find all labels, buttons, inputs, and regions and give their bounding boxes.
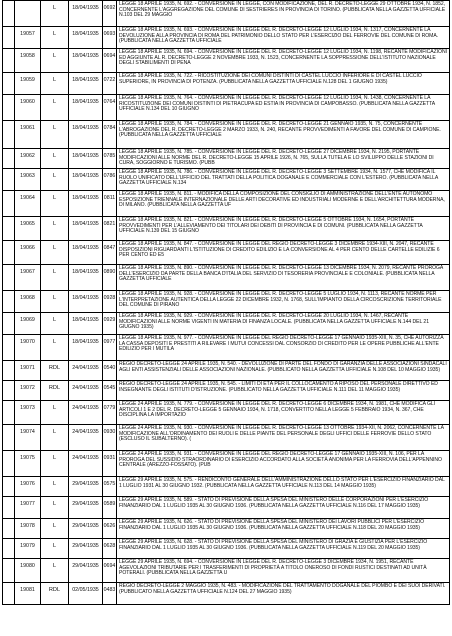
row-checkbox-cell	[3, 539, 15, 559]
act-type: L	[41, 291, 69, 313]
act-date: 18/04/1935	[69, 73, 103, 95]
act-description: LEGGE 29 APRILE 1935, N. 628. - STATO DI PREVISIONE DELLA SPESA DEL MINISTERO DI GRAZIA E GIUSTIZIA PER L'ESERCIZIO FINANZIARIO DAL 1 LUGLIO 1935 AL 30 GIUGNO 1936. (PUBBLICATA NELLA GAZZETTA UFFICIALE N.119 DEL 20 MAGGIO 1935)	[117, 539, 450, 559]
act-type: L	[41, 49, 69, 73]
row-number: 19081	[15, 583, 41, 605]
row-number: 19074	[15, 425, 41, 451]
row-checkbox-cell	[3, 121, 15, 149]
row-checkbox-cell	[3, 241, 15, 265]
act-date: 18/04/1935	[69, 191, 103, 217]
act-description: LEGGE 18 APRILE 1935, N. 785. - CONVERSIONE IN LEGGE DEL R. DECRETO-LEGGE 27 DICEMBRE 1934, N. 2195, PORTANTE MODIFICAZIONI ALLE NORME DEL R. DECRETO-LEGGE 15 APRILE 1926, N. 765, SULLA TUTELA E LO SVILUPPO DELLE STAZIONI DI CURA, SOGGIORNO E TURISMO. (PUBB	[117, 149, 450, 169]
act-description: LEGGE 18 APRILE 1935, N. 784. - CONVERSIONE IN LEGGE DEL R. DECRETO-LEGGE 21 GENNAIO 1935, N. 75, CONCERNENTE L'ABROGAZIONE DEL R. DECRETO-LEGGE 2 MARZO 1933, N. 240, RECANTE PROVVEDIMENTI A FAVORE DEL COMUNE DI CAMPIONE. (PUBBLICATA NELLA GAZZETTA UFFICIALE	[117, 121, 450, 149]
row-number: 19078	[15, 519, 41, 539]
row-number: 19060	[15, 95, 41, 121]
act-description: LEGGE 18 APRILE 1935, N. 811. - MODIFICA DELLA COMPOSIZIONE DEL CONSIGLIO DI AMMINISTRAZIONE DELL'ENTE AUTONOMO ESPOSIZIONE TRIENNALE INTERNAZIONALE DELLE ARTI DECORATIVE ED INDUSTRIALI MODERNE E DELL'ARCHITETTURA MODERNA, DI MILANO. (PUBBLICATA NELLA GAZZETTA UF	[117, 191, 450, 217]
row-number: 19080	[15, 559, 41, 583]
row-checkbox-cell	[3, 401, 15, 425]
act-date: 24/04/1935	[69, 361, 103, 381]
table-row	[3, 49, 450, 73]
row-checkbox-cell	[3, 265, 15, 291]
act-code: 0821	[103, 217, 117, 241]
act-description: LEGGE 18 APRILE 1935, N. 764. - CONVERSIONE IN LEGGE DEL R. DECRETO-LEGGE 12 LUGLIO 1934, N. 1438, CONCERNENTE LA RICOSTITUZIONE DEI COMUNI DISTINTI DI PIETRACUPA ED ESTIA IN PROVINCIA DI CAMPOBASSO. (PUBBLICATA NELLA GAZZETTA UFFICIALE N.134 DEL 10 GIUGNO	[117, 95, 450, 121]
act-description: REGIO DECRETO-LEGGE 2 MAGGIO 1935, N. 483. - MODIFICAZIONE DEL TRATTAMENTO DOGANALE DEL PIOMBO E DEI SUOI DERIVATI. (PUBBLICATO NELLA GAZZETTA UFFICIALE N.124 DEL 27 MAGGIO 1935)	[117, 583, 450, 605]
act-date: 18/04/1935	[69, 27, 103, 49]
table-row	[3, 361, 450, 381]
act-type: L	[41, 539, 69, 559]
table-row	[3, 191, 450, 217]
act-type: L	[41, 191, 69, 217]
act-code: 0890	[103, 265, 117, 291]
act-description: LEGGE 18 APRILE 1935, N. 847. - CONVERSIONE IN LEGGE DEL REGIO DECRETO-LEGGE 3 DICEMBRE 1934-XIII, N. 2047, RECANTE DISPOSIZIONI RIGUARDANTI L'ISTITUZIONE DI CREDITO EDILIZIO E LA CONVERSIONE AL 4 PER CENTO DELLE CARTELLE EDILIZIE 6 PER CENTO ED E5	[117, 241, 450, 265]
row-checkbox-cell	[3, 519, 15, 539]
row-number: 19067	[15, 265, 41, 291]
act-description: LEGGE 18 APRILE 1935, N. 786. - CONVERSIONE IN LEGGE DEL R. DECRETO-LEGGE 3 SETTEMBRE 1934, N. 1577, CHE MODIFICA IL RUOLO UNIFICATO DELL'UFFICIO DEL TRATTATI DELLA POLITICA DOGANALE E COMMERCIALE CON L'ESTERO. (PUBBLICATA NELLA GAZZETTA UFFICIALE N.134	[117, 169, 450, 191]
act-description: LEGGE 24 APRILE 1935, N. 930. - CONVERSIONE IN LEGGE DEL R. DECRETO-LEGGE 13 OTTOBRE 1934-XII, N. 2062, CONCERNENTE LA MODIFICAZIONE ALL'ORDINAMENTO DEI RUOLI E DELLE PIANTE DEL PERSONALE DEGLI UFFICI DELLE FERROVIE DELLO STATO (ESCLUSO IL SUBALTERNO). (	[117, 425, 450, 451]
act-date: 18/04/1935	[69, 169, 103, 191]
row-checkbox-cell	[3, 169, 15, 191]
act-date: 18/04/1935	[69, 149, 103, 169]
act-type: RDL	[41, 361, 69, 381]
act-code: 0785	[103, 149, 117, 169]
table-row	[3, 497, 450, 519]
act-date: 18/04/1935	[69, 291, 103, 313]
act-code: 0694	[103, 49, 117, 73]
row-number: 19073	[15, 401, 41, 425]
act-code: 0811	[103, 191, 117, 217]
act-type: L	[41, 95, 69, 121]
act-date: 29/04/1935	[69, 539, 103, 559]
row-checkbox-cell	[3, 559, 15, 583]
act-date: 18/04/1935	[69, 95, 103, 121]
row-number	[15, 1, 41, 27]
row-checkbox-cell	[3, 191, 15, 217]
act-code: 0575	[103, 477, 117, 497]
row-checkbox-cell	[3, 95, 15, 121]
act-description: LEGGE 18 APRILE 1935, N. 821. - CONVERSIONE IN LEGGE DEL R. DECRETO-LEGGE 5 OTTOBRE 1934, N. 1654, PORTANTE PROVVEDIMENTI PER L'ALLEVIAMENTO DEI TITOLARI DEI DEBITI DI PROVINCIA E DI COMUNI. (PUBBLICATA NELLA GAZZETTA UFFICIALE N.139 DEL 15 GIUGNO	[117, 217, 450, 241]
table-row	[3, 381, 450, 401]
row-number: 19057	[15, 27, 41, 49]
row-number: 19063	[15, 169, 41, 191]
act-type: L	[41, 497, 69, 519]
act-code: 0626	[103, 519, 117, 539]
act-description: LEGGE 18 APRILE 1935, N. 693. - CONVERSIONE IN LEGGE DEL R. DECRETO-LEGGE 12 LUGLIO 1934, N. 1317, CONCERNENTE LA DEVOLUZIONE ALLA PROVINCIA DI ROMA DEL PATRIMONIO DELLO STATO PER L'ESERCIZIO DEL FERROVIE DEL COMUNE DI ROMA. (PUBBLICATA NELLA GAZZETTA UFFICIALE	[117, 27, 450, 49]
row-number: 19058	[15, 49, 41, 73]
act-date: 29/04/1935	[69, 559, 103, 583]
act-date: 18/04/1935	[69, 241, 103, 265]
act-code: 0929	[103, 313, 117, 335]
act-description: REGIO DECRETO-LEGGE 24 APRILE 1935, N. 540. - DEVOLUZIONE DI PARTE DEL FONDO DI GARANZIA DELLE ASSOCIAZIONI SINDACALI AGLI ENTI ASSISTENZIALI DELLE ASSOCIAZIONI NAZIONALE. (PUBBLICATO NELLA GAZZETTA UFFICIALE N.108 DEL 10 MAGGIO 1935)	[117, 361, 450, 381]
act-type: L	[41, 265, 69, 291]
table-row	[3, 73, 450, 95]
row-checkbox-cell	[3, 583, 15, 605]
act-date: 18/04/1935	[69, 121, 103, 149]
act-type: L	[41, 519, 69, 539]
row-checkbox-cell	[3, 335, 15, 361]
act-code: 0694	[103, 559, 117, 583]
row-checkbox-cell	[3, 49, 15, 73]
table-body	[3, 1, 450, 605]
row-checkbox-cell	[3, 425, 15, 451]
row-number: 19079	[15, 539, 41, 559]
act-code: 0847	[103, 241, 117, 265]
act-type: L	[41, 121, 69, 149]
act-code: 0764	[103, 95, 117, 121]
act-date: 29/04/1935	[69, 497, 103, 519]
act-code: 0930	[103, 425, 117, 451]
act-type: L	[41, 425, 69, 451]
act-code: 0693	[103, 27, 117, 49]
act-code: 0779	[103, 401, 117, 425]
act-code: 0483	[103, 583, 117, 605]
row-checkbox-cell	[3, 477, 15, 497]
table-row	[3, 291, 450, 313]
table-row	[3, 95, 450, 121]
table-row	[3, 1, 450, 27]
act-type: L	[41, 217, 69, 241]
legislation-table	[2, 0, 450, 605]
act-description: LEGGE 29 APRILE 1935, N. 694. - CONVERSIONE IN LEGGE DEL R. DECRETO-LEGGE 3 DICEMBRE 1934, N. 1951, RECANTE AGEVOLAZIONI TRIBUTARIE PER I TRASFERIMENTI DI PROPRIETÀ A TITOLO ONEROSO DI FONDI RUSTICI DESTINATI AD UNITÀ POTERALI. (PUBBLICATA NELLA GAZZETTA U	[117, 559, 450, 583]
row-number: 19072	[15, 381, 41, 401]
act-date: 18/04/1935	[69, 335, 103, 361]
table-row	[3, 169, 450, 191]
table-row	[3, 313, 450, 335]
table-row	[3, 217, 450, 241]
act-date: 18/04/1935	[69, 217, 103, 241]
act-code: 0545	[103, 381, 117, 401]
act-description: LEGGE 18 APRILE 1935, N. 977. - CONVERSIONE IN LEGGE DEL REGIO DECRETO-LEGGE 17 GENNAIO 1935-XIII, N. 35, CHE AUTORIZZA LA CASSA DEPOSITI E PRESTITI A RILEVARE I MUTUI CONCESSI DAL CONSORZIO DI CREDITO PER LE OPERE PUBBLICHE ALL'ENTE EDILIZIO PER I MUTILA	[117, 335, 450, 361]
act-description: LEGGE 24 APRILE 1935, N. 931. - CONVERSIONE IN LEGGE DEL REGIO DECRETO-LEGGE 17 GENNAIO 1935-XIII, N. 106, PER LA PROROGA DEL SUSSIDIO STRAORDINARIO DI ESERCIZIO ACCORDATO ALLA SOCIETÀ ANONIMA PER LA FERROVIA DELL'APPENNINO CENTRALE (AREZZO-FOSSATO). (PUB	[117, 451, 450, 477]
table-row	[3, 149, 450, 169]
row-number: 19066	[15, 241, 41, 265]
act-type: L	[41, 149, 69, 169]
row-number: 19071	[15, 361, 41, 381]
row-number: 19077	[15, 497, 41, 519]
act-description: LEGGE 18 APRILE 1935, N. 890. - CONVERSIONE IN LEGGE DEL R. DECRETO-LEGGE 13 DICEMBRE 1934, N. 2079, RECANTE PROROGA DELL'ESERCIZIO DA PARTE DELLA BANCA D'ITALIA DEL SERVIZIO DI TESORERIA PROVINCIALE E COLONIALE. (PUBBLICATA NELLA GAZZETTA UFFICIALE	[117, 265, 450, 291]
act-type: L	[41, 559, 69, 583]
act-code: 0540	[103, 361, 117, 381]
table-row	[3, 451, 450, 477]
act-type: L	[41, 401, 69, 425]
act-code: 0786	[103, 169, 117, 191]
row-checkbox-cell	[3, 27, 15, 49]
act-type: L	[41, 169, 69, 191]
act-code: 0977	[103, 335, 117, 361]
act-description: LEGGE 29 APRILE 1935, N. 589. - STATO DI PREVISIONE DELLA SPESA DEL MINISTERO DELLE CORPORAZIONI PER L'ESERCIZIO FINANZIARIO DAL 1 LUGLIO 1935 AL 30 GIUGNO 1936. (PUBBLICATA NELLA GAZZETTA UFFICIALE N.116 DEL 17 MAGGIO 1935)	[117, 497, 450, 519]
act-type: L	[41, 335, 69, 361]
act-date: 02/05/1935	[69, 583, 103, 605]
act-type: L	[41, 313, 69, 335]
act-code: 0931	[103, 451, 117, 477]
act-date: 29/04/1935	[69, 477, 103, 497]
act-date: 18/04/1935	[69, 49, 103, 73]
row-checkbox-cell	[3, 217, 15, 241]
act-type: L	[41, 477, 69, 497]
act-date: 24/04/1935	[69, 381, 103, 401]
act-code: 0784	[103, 121, 117, 149]
row-checkbox-cell	[3, 313, 15, 335]
row-checkbox-cell	[3, 291, 15, 313]
row-checkbox-cell	[3, 451, 15, 477]
act-description: LEGGE 24 APRILE 1935, N. 779. - CONVERSIONE IN LEGGE DEL R. DECRETO-LEGGE 6 DICEMBRE 1934, N. 1981, CHE MODIFICA GLI ARTICOLI 1 E 2 DEL R. DECRETO-LEGGE 5 GENNAIO 1934, N. 1718, CONVERTITO NELLA LEGGE 5 FEBBRAIO 1934, N. 367, CHE DISCIPLINA LA IMPORTAZIO	[117, 401, 450, 425]
row-number: 19061	[15, 121, 41, 149]
table-row	[3, 477, 450, 497]
act-code: 0589	[103, 497, 117, 519]
row-checkbox-cell	[3, 1, 15, 27]
act-code: 0928	[103, 291, 117, 313]
act-description: LEGGE 18 APRILE 1935, N. 694. - CONVERSIONE IN LEGGE DEL R. DECRETO-LEGGE 12 LUGLIO 1934, N. 1198, RECANTE MODIFICAZIONI ED AGGIUNTE AL R. DECRETO-LEGGE 2 NOVEMBRE 1933, N. 1523, CONCERNENTE LA SOPPRESSIONE DELL'ISTITUTO NAZIONALE DEGLI STABILIMENTI DI PENA	[117, 49, 450, 73]
act-type: RDL	[41, 381, 69, 401]
row-checkbox-cell	[3, 73, 15, 95]
act-code: 0692	[103, 1, 117, 27]
act-type: L	[41, 73, 69, 95]
table-row	[3, 241, 450, 265]
act-type: L	[41, 1, 69, 27]
act-date: 18/04/1935	[69, 265, 103, 291]
row-number: 19064	[15, 191, 41, 217]
row-number: 19062	[15, 149, 41, 169]
table-row	[3, 519, 450, 539]
row-checkbox-cell	[3, 381, 15, 401]
table-row	[3, 265, 450, 291]
act-date: 18/04/1935	[69, 1, 103, 27]
act-type: L	[41, 241, 69, 265]
act-date: 24/04/1935	[69, 425, 103, 451]
act-date: 18/04/1935	[69, 313, 103, 335]
row-number: 19076	[15, 477, 41, 497]
act-code: 0722	[103, 73, 117, 95]
act-description: LEGGE 29 APRILE 1935, N. 575. - RENDICONTO GENERALE DELL'AMMINISTRAZIONE DELLO STATO PER L'ESERCIZIO FINANZIARIO DAL 1 LUGLIO 1931 AL 30 GIUGNO 1932. (PUBBLICATA NELLA GAZZETTA UFFICIALE N.113 DEL 14 MAGGIO 1935)	[117, 477, 450, 497]
row-checkbox-cell	[3, 361, 15, 381]
row-checkbox-cell	[3, 497, 15, 519]
act-code: 0628	[103, 539, 117, 559]
row-number: 19068	[15, 291, 41, 313]
table-row	[3, 335, 450, 361]
act-type: L	[41, 451, 69, 477]
row-checkbox-cell	[3, 149, 15, 169]
act-date: 24/04/1935	[69, 451, 103, 477]
row-number: 19065	[15, 217, 41, 241]
table-row	[3, 425, 450, 451]
act-description: LEGGE 18 APRILE 1935, N. 929. - CONVERSIONE IN LEGGE DEL R. DECRETO-LEGGE 20 LUGLIO 1934, N. 1467, RECANTE MODIFICAZIONI ALLE NORME VIGENTI IN MATERIA DI FINANZA LOCALE. (PUBBLICATA NELLA GAZZETTA UFFICIALE N.144 DEL 21 GIUGNO 1935)	[117, 313, 450, 335]
act-date: 29/04/1935	[69, 519, 103, 539]
row-number: 19069	[15, 313, 41, 335]
table-row	[3, 121, 450, 149]
row-number: 19070	[15, 335, 41, 361]
table-row	[3, 583, 450, 605]
act-description: LEGGE 18 APRILE 1935, N. 928. - CONVERSIONE IN LEGGE DEL R. DECRETO-LEGGE 5 LUGLIO 1934, N. 1113, RECANTE NORME PER L'INTERPRETAZIONE AUTENTICA DELLA LEGGE 22 DICEMBRE 1932, N. 1768, SULL'IMPIANTO DELLA CIRCOSCRIZIONE TERRITORIALE DEL COMUNE DI PIRANO	[117, 291, 450, 313]
table-row	[3, 539, 450, 559]
table-row	[3, 27, 450, 49]
act-description: LEGGE 29 APRILE 1935, N. 626. - STATO DI PREVISIONE DELLA SPESA DEL MINISTERO DEI LAVORI PUBBLICI PER L'ESERCIZIO FINANZIARIO DAL 1 LUGLIO 1935 AL 30 GIUGNO 1936. (PUBBLICATA NELLA GAZZETTA UFFICIALE N.118 DEL 20 MAGGIO 1935)	[117, 519, 450, 539]
table-row	[3, 559, 450, 583]
act-description: LEGGE 18 APRILE 1935, N. 692. - CONVERSIONE IN LEGGE, CON MODIFICAZIONE, DEL R. DECRETO-LEGGE 29 OTTOBRE 1934, N. 1852, CONCERNENTE L'AGGREGAZIONE DEL COMUNE DI SESTRIERES IN PROVINCIA DI TORINO. (PUBBLICATA NELLA GAZZETTA UFFICIALE N.103 DEL 29 MAGGIO	[117, 1, 450, 27]
act-description: LEGGE 18 APRILE 1935, N. 722. - RICOSTITUZIONE DEI COMUNI DISTINTI DI CASTEL LUCCIO INFERIORE E DI CASTEL LUCCIO SUPERIORE, IN PROVINCIA DI POTENZA. (PUBBLICATA NELLA GAZZETTA UFFICIALE N.128 DEL 1 GIUGNO 1935)	[117, 73, 450, 95]
row-number: 19075	[15, 451, 41, 477]
act-date: 24/04/1935	[69, 401, 103, 425]
act-type: RDL	[41, 583, 69, 605]
act-description: REGIO DECRETO-LEGGE 24 APRILE 1935, N. 545. - LIMITI DI ETÀ PER IL COLLOCAMENTO A RIPOSO DEL PERSONALE DIRETTIVO ED INSEGNANTE DEGLI ISTITUTI D'ISTRUZIONE. (PUBBLICATO NELLA GAZZETTA UFFICIALE N.111 DEL 11 MAGGIO 1935)	[117, 381, 450, 401]
row-number: 19059	[15, 73, 41, 95]
table-row	[3, 401, 450, 425]
act-type: L	[41, 27, 69, 49]
